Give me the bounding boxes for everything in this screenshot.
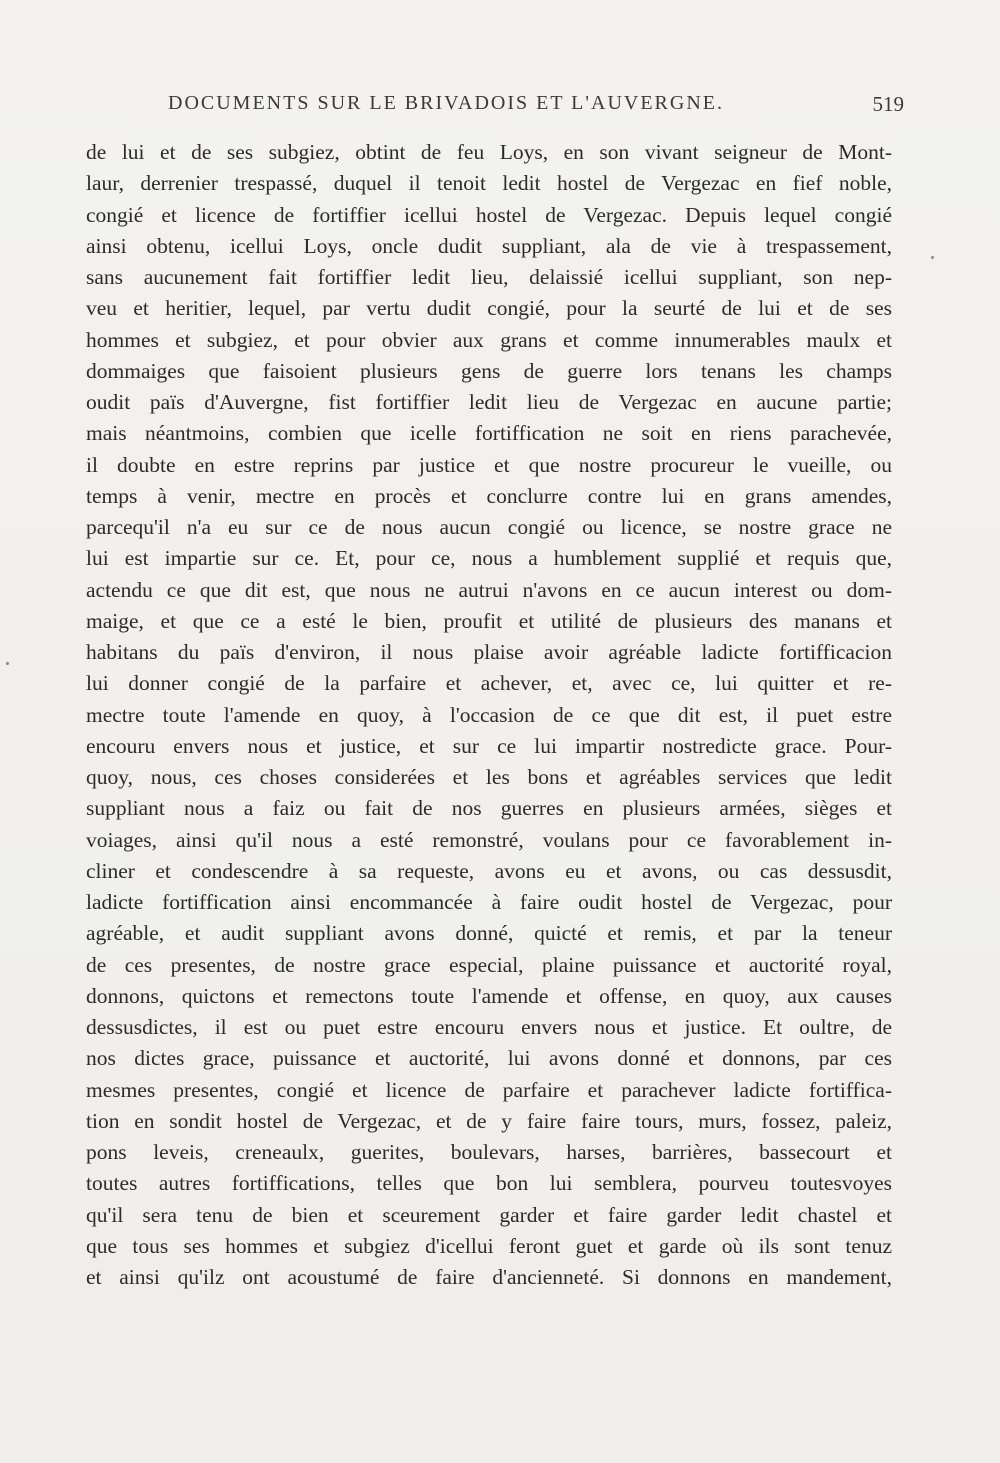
text-line: nos dictes grace, puissance et auctorité, lui avons donné et donnons, par ces	[86, 1046, 892, 1071]
text-line: congié et licence de fortiffier icellui hostel de Vergezac. Depuis lequel congié	[86, 202, 892, 227]
text-line: sans aucunement fait fortiffier ledit lieu, delaissié icellui suppliant, son nep-	[86, 265, 892, 289]
text-line: mesmes presentes, congié et licence de parfaire et parachever ladicte fortiffica-	[86, 1077, 892, 1102]
running-title: DOCUMENTS SUR LE BRIVADOIS ET L'AUVERGNE.	[168, 92, 724, 114]
text-line: agréable, et audit suppliant avons donné, quicté et remis, et par la teneur	[86, 921, 892, 946]
text-line: toutes autres fortiffications, telles que bon lui semblera, pourveu toutesvoyes	[86, 1171, 892, 1196]
text-line: donnons, quictons et remectons toute l'amende et offense, en quoy, aux causes	[86, 983, 892, 1008]
page-number: 519	[872, 92, 904, 116]
text-line: de ces presentes, de nostre grace especial, plaine puissance et auctorité royal,	[86, 952, 892, 977]
text-line: lui donner congié de la parfaire et achever, et, avec ce, lui quitter et re-	[86, 671, 892, 696]
body-text	[86, 137, 892, 1293]
text-line: ladicte fortiffication ainsi encommancée à faire oudit hostel de Vergezac, pour	[86, 890, 892, 914]
text-line: qu'il sera tenu de bien et sceurement garder et faire garder ledit chastel et	[86, 1202, 892, 1227]
text-line: encouru envers nous et justice, et sur ce lui impartir nostredicte grace. Pour-	[86, 733, 892, 758]
text-line: laur, derrenier trespassé, duquel il tenoit ledit hostel de Vergezac en fief noble,	[86, 171, 892, 196]
text-line: cliner et condescendre à sa requeste, avons eu et avons, ou cas dessusdit,	[86, 858, 892, 883]
text-line: et ainsi qu'ilz ont acoustumé de faire d'ancienneté. Si donnons en mandement,	[86, 1265, 892, 1289]
text-line: actendu ce que dit est, que nous ne autrui n'avons en ce aucun interest ou dom-	[86, 577, 892, 602]
running-header	[168, 92, 904, 122]
text-line: dessusdictes, il est ou puet estre encouru envers nous et justice. Et oultre, de	[86, 1015, 892, 1039]
text-line: de lui et de ses subgiez, obtint de feu Loys, en son vivant seigneur de Mont-	[86, 140, 892, 164]
text-line: dommaiges que faisoient plusieurs gens de guerre lors tenans les champs	[86, 358, 892, 383]
paper-speck	[931, 256, 934, 259]
text-line: voiages, ainsi qu'il nous a esté remonstré, voulans pour ce favorablement in-	[86, 827, 892, 852]
text-line: oudit païs d'Auvergne, fist fortiffier ledit lieu de Vergezac en aucune partie;	[86, 390, 892, 414]
text-line: parcequ'il n'a eu sur ce de nous aucun congié ou licence, se nostre grace ne	[86, 515, 892, 539]
text-line: habitans du païs d'environ, il nous plaise avoir agréable ladicte fortifficacion	[86, 640, 892, 664]
text-line: que tous ses hommes et subgiez d'icellui feront guet et garde où ils sont tenuz	[86, 1233, 892, 1258]
text-line: tion en sondit hostel de Vergezac, et de y faire faire tours, murs, fossez, paleiz,	[86, 1108, 892, 1133]
text-line: mais néantmoins, combien que icelle fortiffication ne soit en riens parachevée,	[86, 421, 892, 446]
text-line: il doubte en estre reprins par justice et que nostre procureur le vueille, ou	[86, 452, 892, 477]
text-line: lui est impartie sur ce. Et, pour ce, nous a humblement supplié et requis que,	[86, 546, 892, 571]
text-line: hommes et subgiez, et pour obvier aux grans et comme innumerables maulx et	[86, 327, 892, 352]
text-line: mectre toute l'amende en quoy, à l'occasion de ce que dit est, il puet estre	[86, 702, 892, 727]
text-line: quoy, nous, ces choses considerées et les bons et agréables services que ledit	[86, 765, 892, 789]
text-line: veu et heritier, lequel, par vertu dudit congié, pour la seurté de lui et de ses	[86, 296, 892, 321]
text-line: pons leveis, creneaulx, guerites, boulevars, harses, barrières, bassecourt et	[86, 1140, 892, 1164]
paper-speck	[6, 662, 9, 665]
text-line: maige, et que ce a esté le bien, proufit et utilité de plusieurs des manans et	[86, 608, 892, 633]
text-line: suppliant nous a faiz ou fait de nos guerres en plusieurs armées, sièges et	[86, 796, 892, 821]
text-line: ainsi obtenu, icellui Loys, oncle dudit suppliant, ala de vie à trespassement,	[86, 233, 892, 258]
text-line: temps à venir, mectre en procès et conclurre contre lui en grans amendes,	[86, 483, 892, 508]
